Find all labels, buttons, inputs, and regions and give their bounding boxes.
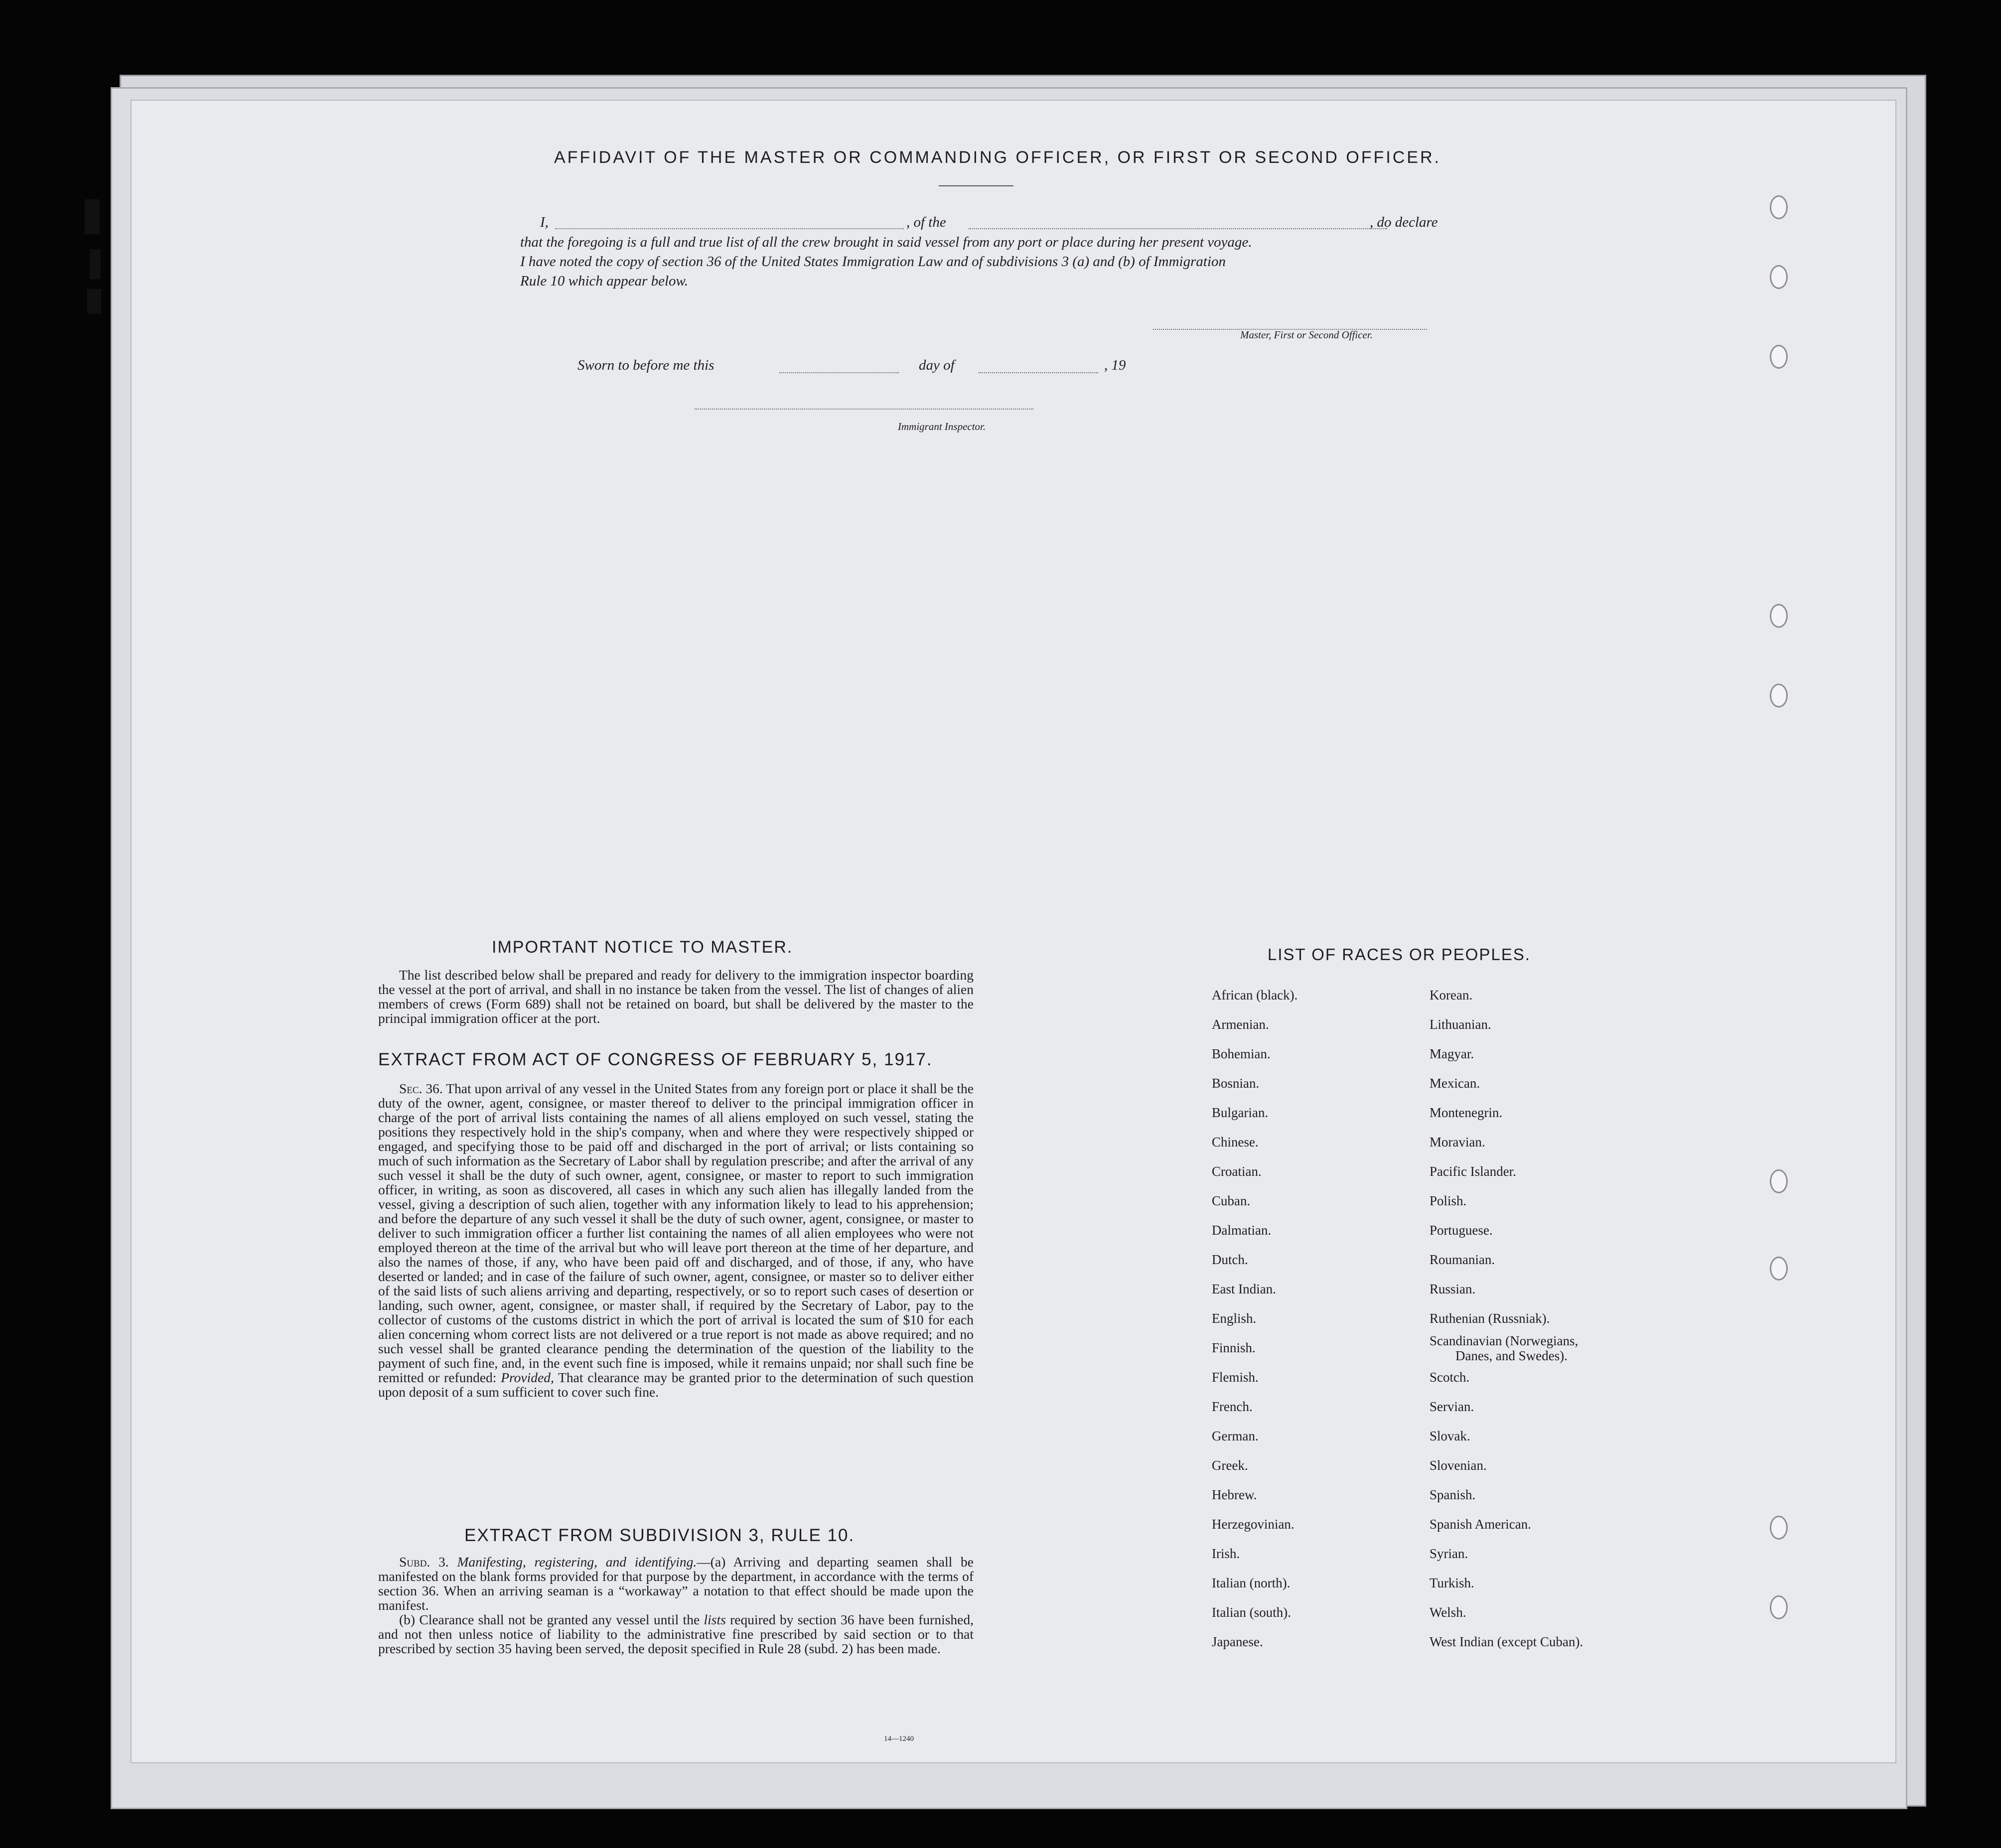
declare-of-the: , of the <box>906 214 946 230</box>
race-item: Welsh. <box>1429 1605 1466 1620</box>
race-item: Lithuanian. <box>1429 1017 1491 1032</box>
section-36-paragraph <box>378 1081 974 1399</box>
race-item: Bosnian. <box>1212 1076 1260 1091</box>
race-item: Chinese. <box>1212 1135 1259 1149</box>
race-item: Syrian. <box>1429 1546 1468 1561</box>
subd-b-prefix: (b) Clearance shall not be granted any vessel until the <box>399 1612 700 1627</box>
race-item: Bohemian. <box>1212 1046 1271 1061</box>
extract-act-body <box>378 1081 974 1399</box>
notice-title: IMPORTANT NOTICE TO MASTER. <box>492 938 793 957</box>
subd-b-text: required by section 36 have been furnished, and not then unless notice of liability to the administrative fine prescribed by said section or to that prescribed by section 35 having been served, the deposit specified in Rule 28 (subd. 2) has been made. <box>378 1612 974 1656</box>
race-item: Ruthenian (Russniak). <box>1429 1311 1550 1326</box>
punch-hole <box>1770 1595 1788 1619</box>
race-item: Japanese. <box>1212 1634 1263 1649</box>
punch-hole <box>1770 1169 1788 1193</box>
race-item: Portuguese. <box>1429 1223 1493 1238</box>
race-item: Magyar. <box>1429 1046 1474 1061</box>
race-item: Scotch. <box>1429 1370 1470 1385</box>
race-item: Spanish American. <box>1429 1517 1531 1532</box>
race-item: Dutch. <box>1212 1252 1248 1267</box>
vessel-blank <box>969 228 1387 229</box>
sworn-blank <box>779 372 899 373</box>
race-item: Polish. <box>1429 1193 1467 1208</box>
title-rule <box>939 185 1013 186</box>
race-item: English. <box>1212 1311 1257 1326</box>
punch-hole <box>1770 604 1788 628</box>
punch-hole <box>1770 265 1788 289</box>
form-number: 14—1240 <box>884 1735 914 1743</box>
race-item: Cuban. <box>1212 1193 1251 1208</box>
affidavit-title: AFFIDAVIT OF THE MASTER OR COMMANDING OFFICER, OR FIRST OR SECOND OFFICER. <box>554 148 1441 167</box>
race-item: Dalmatian. <box>1212 1223 1272 1238</box>
race-item: Croatian. <box>1212 1164 1262 1179</box>
declare-do-declare: , do declare <box>1370 214 1438 230</box>
affidavit-line-4: Rule 10 which appear below. <box>520 273 688 289</box>
subd-heading: Manifesting, registering, and identifying. <box>457 1554 697 1569</box>
race-item: West Indian (except Cuban). <box>1429 1634 1583 1649</box>
race-item: Korean. <box>1429 988 1473 1002</box>
race-item: Pacific Islander. <box>1429 1164 1516 1179</box>
declare-i: I, <box>540 214 549 230</box>
subd-a-text: —(a) Arriving and departing seamen shall be manifested on the blank forms provided for that purpose by the department, in accordance with the terms of section 36. When an arriving seaman is a “workaway” a notation to that effect should be made upon the manifest. <box>378 1554 974 1613</box>
notice-paragraph: The list described below shall be prepared and ready for delivery to the immigration inspector boarding the vessel at the port of arrival, and shall in no instance be taken from the vessel. The list of changes of alien members of crews (Form 689) shall not be retained on board, but shall be delivered by the master to the principal immigration officer at the port. <box>378 967 974 1026</box>
binding-mark <box>85 199 100 234</box>
race-item: Flemish. <box>1212 1370 1259 1385</box>
day-of-text: day of <box>919 357 955 373</box>
binding-mark <box>90 249 101 279</box>
document-page <box>131 100 1896 1763</box>
section-label: Sec. 36. <box>399 1081 443 1096</box>
race-item: Irish. <box>1212 1546 1240 1561</box>
races-title: LIST OF RACES OR PEOPLES. <box>1268 945 1531 964</box>
race-item: Slovenian. <box>1429 1458 1487 1473</box>
extract-act-title: EXTRACT FROM ACT OF CONGRESS OF FEBRUARY 5, 1917. <box>378 1050 933 1069</box>
year-text: , 19 <box>1104 357 1126 373</box>
race-item: East Indian. <box>1212 1281 1276 1296</box>
month-blank <box>979 372 1098 373</box>
subd-label: Subd. 3. <box>399 1554 449 1569</box>
race-item: German. <box>1212 1428 1259 1443</box>
signer-caption: Master, First or Second Officer. <box>1240 329 1373 341</box>
race-item: Bulgarian. <box>1212 1105 1269 1120</box>
race-item: Greek. <box>1212 1458 1248 1473</box>
race-item: Spanish. <box>1429 1487 1476 1502</box>
extract-rule-title: EXTRACT FROM SUBDIVISION 3, RULE 10. <box>464 1526 855 1545</box>
provided-word: Provided, <box>501 1370 554 1385</box>
section-text: That upon arrival of any vessel in the United States from any foreign port or place it shall be the duty of the owner, agent, consignee, or master thereof to deliver to the principal immigration officer in charge of the port of arrival lists containing the names of all aliens employed on such vessel, stating the positions they respectively hold in the ship's company, when and where they were respectively shipped or engaged, and specifying those to be paid off and discharged in the port of arrival; or lists containing so much of such information as the Secretary of Labor shall by regulation prescribe; and after the arrival of any such vessel it shall be the duty of such owner, agent, consignee, or master to report to such immigration officer, in writing, as soon as discovered, all cases in which any such alien has illegally landed from the vessel, giving a description of such alien, together with any information likely to lead to his apprehension; and before the departure of any such vessel it shall be the duty of such owner, agent, consignee, or master to deliver to such immigration officer a further list containing the names of all alien employees who were not employed thereon at the time of the arrival but who will leave port thereon at the time of her departure, and also the names of those, if any, who have been paid off and discharged, and of those, if any, who have deserted or landed; and in case of the failure of such owner, agent, consignee, or master so to deliver either of the said lists of such aliens arriving and departing, respectively, or so to report such cases of desertion or landing, such owner, agent, consignee, or master shall, if required by the Secretary of Labor, pay to the collector of customs of the customs district in which the port of arrival is located the sum of $10 for each alien concerning whom correct lists are not delivered or a true report is not made as above required; and no such vessel shall be granted clearance pending the determination of the question of the liability to the payment of such fine, and, in the event such fine is imposed, while it remains unpaid; nor shall such fine be remitted or refunded: <box>378 1081 974 1385</box>
race-item: Herzegovinian. <box>1212 1517 1294 1532</box>
race-item: Slovak. <box>1429 1428 1470 1443</box>
race-item: Russian. <box>1429 1281 1476 1296</box>
subd-a-paragraph <box>378 1555 974 1612</box>
name-blank <box>555 228 904 229</box>
punch-hole <box>1770 1516 1788 1540</box>
punch-hole <box>1770 684 1788 708</box>
race-item: French. <box>1212 1399 1253 1414</box>
race-item-continuation: Danes, and Swedes). <box>1455 1348 1568 1363</box>
race-item: Scandinavian (Norwegians, <box>1429 1333 1578 1348</box>
race-item: Turkish. <box>1429 1575 1474 1590</box>
extract-rule-body <box>378 1555 974 1656</box>
subd-b-paragraph <box>378 1612 974 1656</box>
race-item: Montenegrin. <box>1429 1105 1503 1120</box>
punch-hole <box>1770 345 1788 369</box>
race-item: Italian (north). <box>1212 1575 1290 1590</box>
binding-mark <box>87 289 101 314</box>
affidavit-line-2: that the foregoing is a full and true list of all the crew brought in said vessel from any port or place during her present voyage. <box>520 234 1252 250</box>
race-item: Hebrew. <box>1212 1487 1257 1502</box>
affidavit-line-3: I have noted the copy of section 36 of the United States Immigration Law and of subdivisions 3 (a) and (b) of Immigration <box>520 254 1226 270</box>
section-text-end: That clearance may be granted prior to the determination of such question upon deposit of a sum sufficient to cover such fine. <box>378 1370 974 1400</box>
race-item: Roumanian. <box>1429 1252 1495 1267</box>
race-item: Mexican. <box>1429 1076 1480 1091</box>
notice-body <box>378 968 974 1025</box>
sworn-text: Sworn to before me this <box>577 357 715 373</box>
race-item: Servian. <box>1429 1399 1474 1414</box>
inspector-blank <box>695 409 1033 410</box>
inspector-caption: Immigrant Inspector. <box>898 421 986 432</box>
race-item: Moravian. <box>1429 1135 1485 1149</box>
race-item: Finnish. <box>1212 1340 1256 1355</box>
race-item: Armenian. <box>1212 1017 1269 1032</box>
race-item: Italian (south). <box>1212 1605 1291 1620</box>
punch-hole <box>1770 195 1788 219</box>
punch-hole <box>1770 1257 1788 1280</box>
subd-b-lists: lists <box>704 1612 726 1627</box>
race-item: African (black). <box>1212 988 1298 1002</box>
